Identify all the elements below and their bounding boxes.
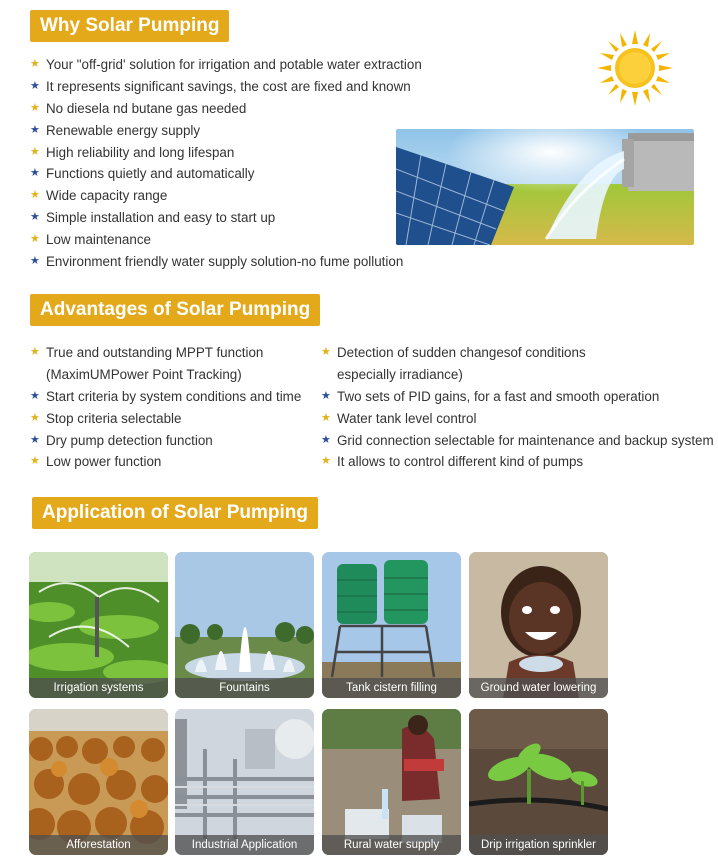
tile-caption: Afforestation [29, 835, 168, 855]
tile-caption: Drip irrigation sprinkler [469, 835, 608, 855]
child-water-photo [469, 552, 608, 698]
star-icon: ★ [321, 346, 331, 358]
tile-ground-water-lowering [469, 552, 608, 698]
sun-icon [597, 30, 673, 106]
solar-panel-water-photo [396, 129, 694, 245]
star-icon: ★ [30, 346, 40, 358]
advantages-section-title: Advantages of Solar Pumping [30, 294, 320, 326]
advantages-left-list [30, 342, 301, 473]
star-icon: ★ [30, 79, 40, 92]
list-item: ★ Low power function [30, 451, 301, 473]
irrigation-photo [29, 552, 168, 698]
list-item: ★ Functions quietly and automatically [30, 163, 422, 185]
list-item: ★ High reliability and long lifespan [30, 142, 422, 164]
tile-tank-cistern-filling [322, 552, 461, 698]
star-icon: ★ [321, 455, 331, 468]
star-icon: ★ [30, 101, 40, 114]
star-icon: ★ [321, 389, 331, 402]
list-item: ★ True and outstanding MPPT function (MaximUMPower Point Tracking) [30, 342, 301, 386]
why-bullet-list [30, 54, 422, 273]
list-item: ★ Your "off-grid' solution for irrigation and potable water extraction [30, 54, 422, 76]
star-icon: ★ [30, 145, 40, 158]
list-item: ★ It allows to control different kind of pumps [321, 451, 714, 473]
fountain-photo [175, 552, 314, 698]
application-section-title: Application of Solar Pumping [32, 497, 318, 529]
list-item: ★ Low maintenance [30, 229, 422, 251]
list-item: ★ It represents significant savings, the cost are fixed and known [30, 76, 422, 98]
list-item: ★ Two sets of PID gains, for a fast and smooth operation [321, 386, 714, 408]
star-icon: ★ [30, 189, 40, 202]
drip-irrigation-photo [469, 709, 608, 855]
rural-water-photo [322, 709, 461, 855]
tile-industrial-application [175, 709, 314, 855]
industrial-photo [175, 709, 314, 855]
star-icon: ★ [30, 433, 40, 446]
star-icon: ★ [30, 255, 40, 268]
tile-caption: Rural water supply [322, 835, 461, 855]
list-item: ★ No diesela nd butane gas needed [30, 98, 422, 120]
list-item: ★ Wide capacity range [30, 185, 422, 207]
star-icon: ★ [30, 233, 40, 246]
tile-caption: Fountains [175, 678, 314, 698]
tile-rural-water-supply [322, 709, 461, 855]
star-icon: ★ [30, 389, 40, 402]
tile-afforestation [29, 709, 168, 855]
advantages-right-list [321, 342, 714, 473]
star-icon: ★ [30, 211, 40, 224]
list-item: ★ Water tank level control [321, 408, 714, 430]
list-item: ★ Simple installation and easy to start up [30, 207, 422, 229]
tile-caption: Industrial Application [175, 835, 314, 855]
star-icon: ★ [321, 433, 331, 446]
tile-irrigation-systems [29, 552, 168, 698]
list-item: ★ Environment friendly water supply solution-no fume pollution [30, 251, 422, 273]
tile-drip-irrigation-sprinkler [469, 709, 608, 855]
star-icon: ★ [30, 411, 40, 424]
list-item: ★ Stop criteria selectable [30, 408, 301, 430]
tank-photo [322, 552, 461, 698]
tile-caption: Irrigation systems [29, 678, 168, 698]
afforestation-photo [29, 709, 168, 855]
tile-caption: Ground water lowering [469, 678, 608, 698]
list-item: ★ Renewable energy supply [30, 120, 422, 142]
star-icon: ★ [30, 123, 40, 136]
star-icon: ★ [30, 455, 40, 468]
tile-fountains [175, 552, 314, 698]
star-icon: ★ [30, 58, 40, 70]
why-section-title: Why Solar Pumping [30, 10, 229, 42]
tile-caption: Tank cistern filling [322, 678, 461, 698]
list-item: ★ Dry pump detection function [30, 430, 301, 452]
list-item: ★ Grid connection selectable for maintenance and backup system [321, 430, 714, 452]
list-item: ★ Start criteria by system conditions and time [30, 386, 301, 408]
list-item: ★ Detection of sudden changesof conditions especially irradiance) [321, 342, 714, 386]
star-icon: ★ [30, 167, 40, 180]
star-icon: ★ [321, 411, 331, 424]
